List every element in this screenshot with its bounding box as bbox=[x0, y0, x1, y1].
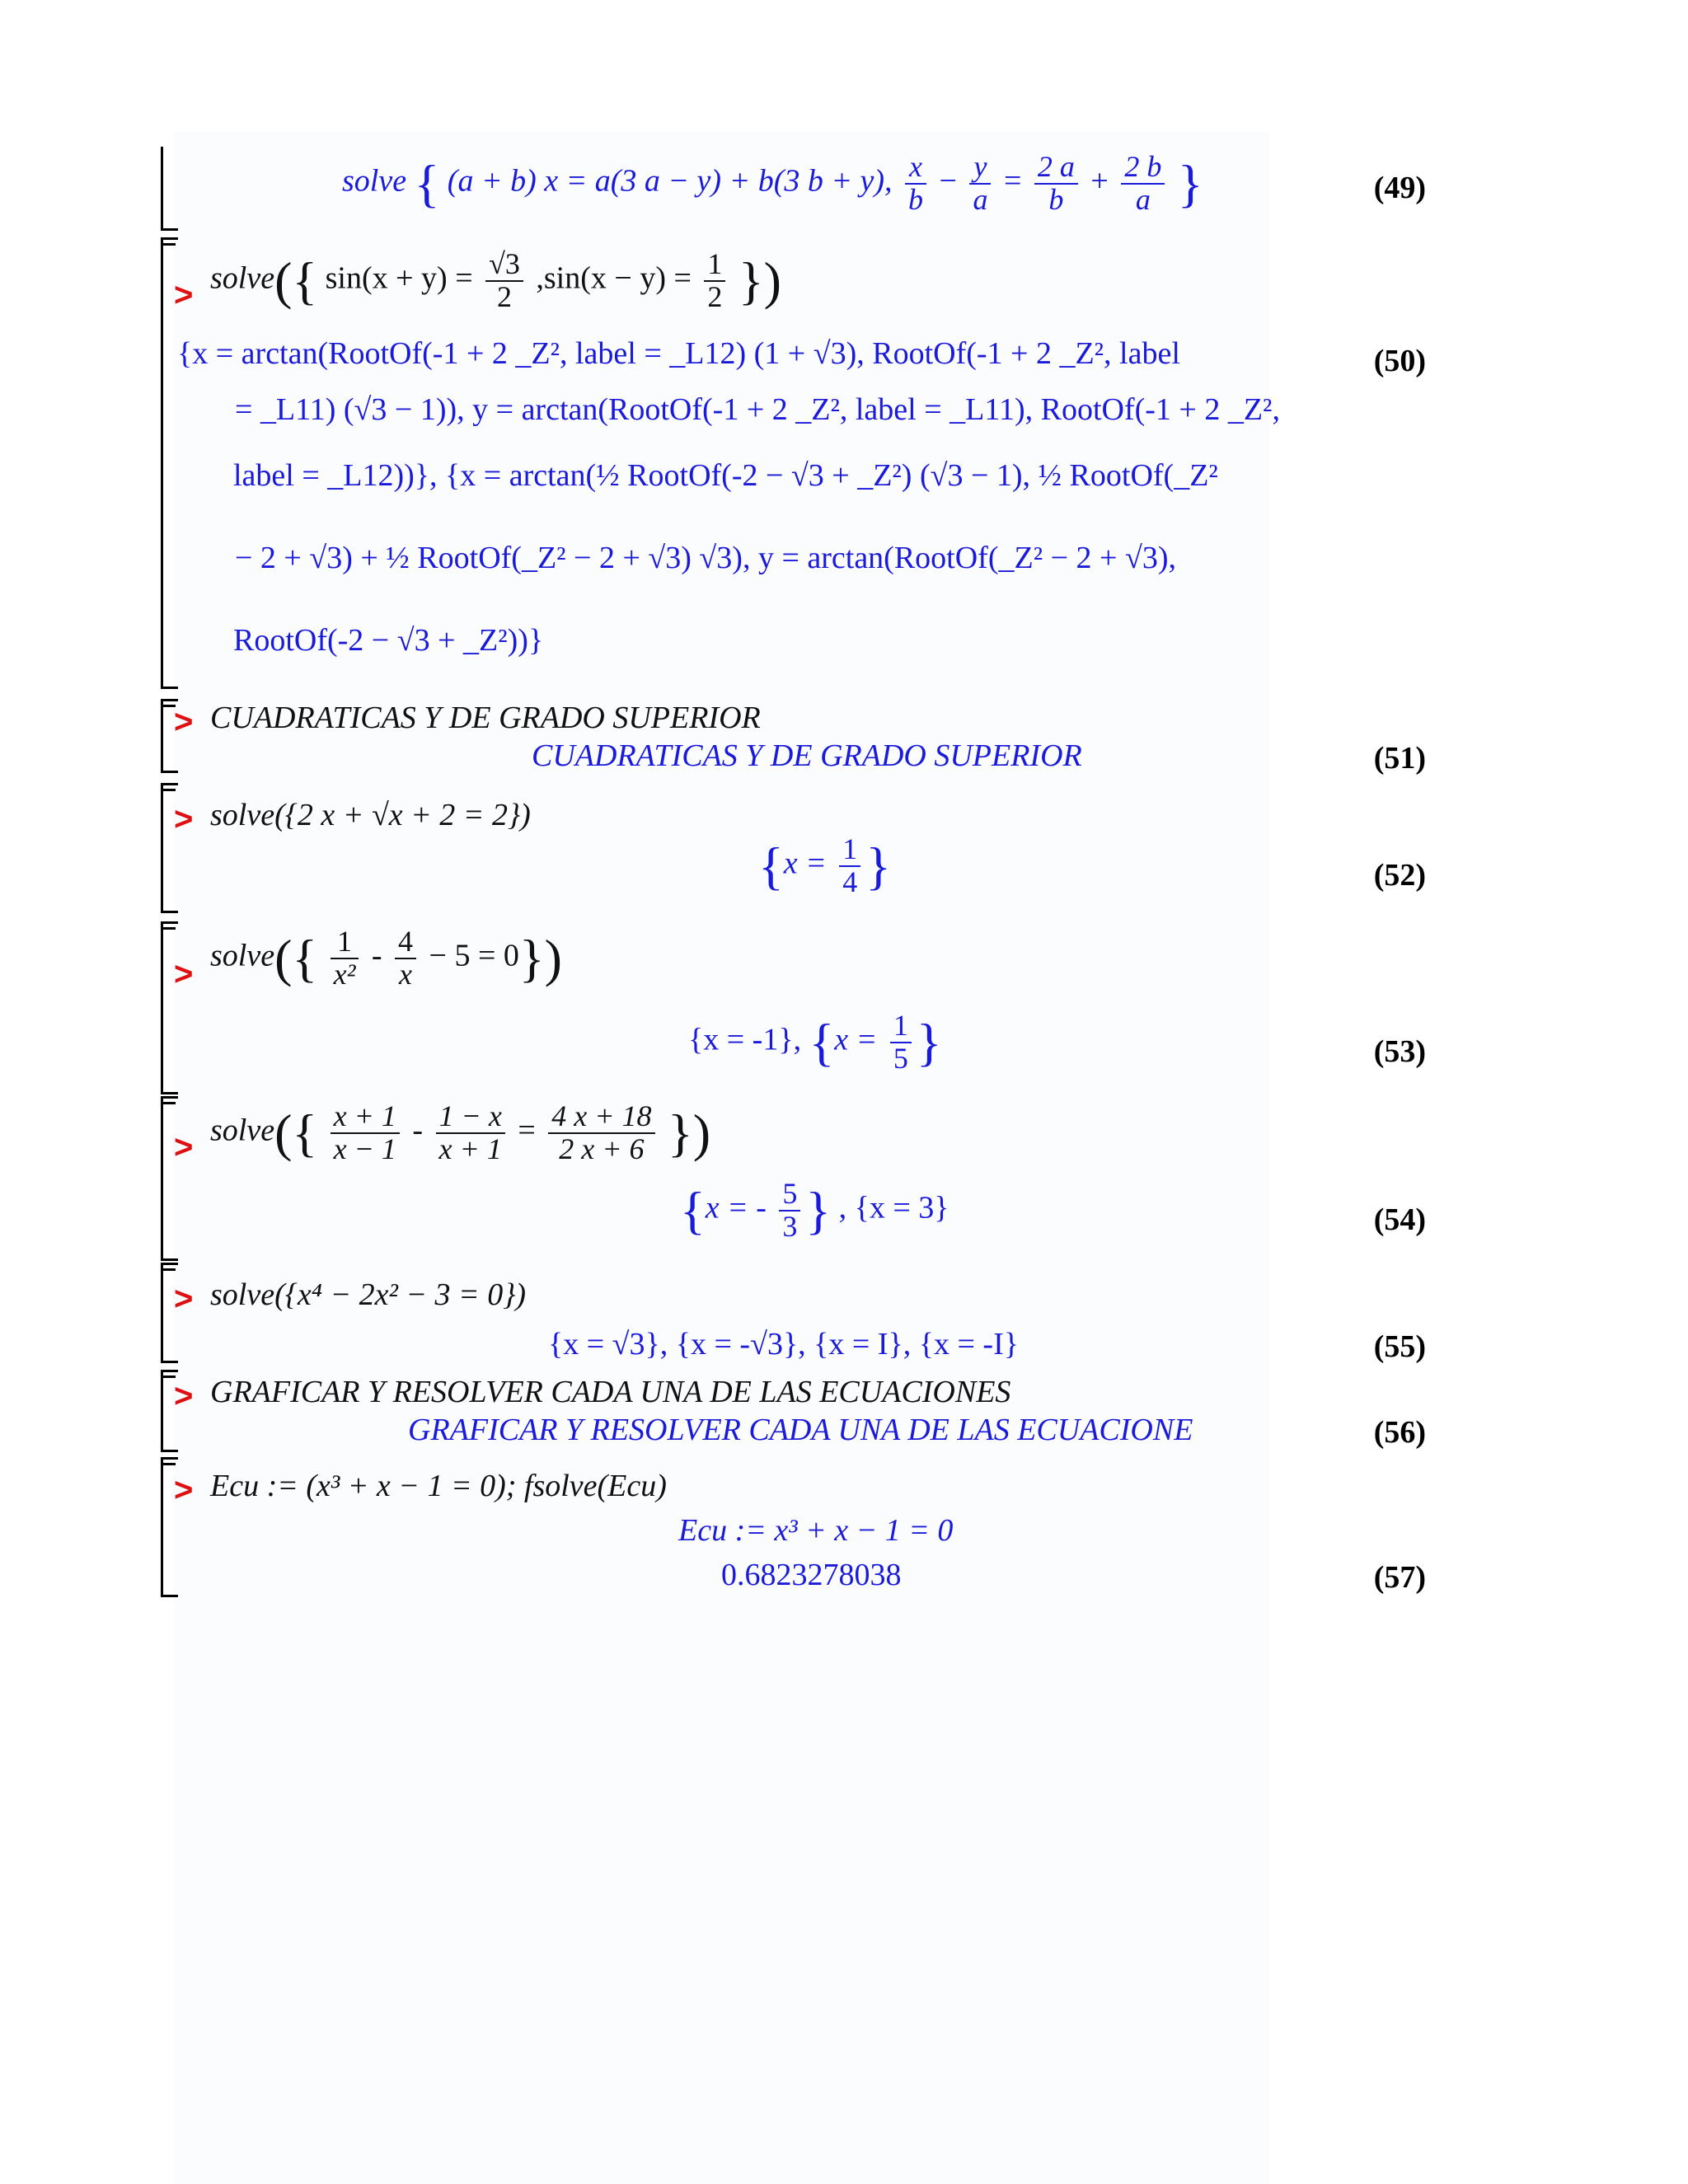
output-line-5[interactable]: RootOf(-2 − √3 + _Z²))} bbox=[233, 623, 544, 658]
equation-label: (52) bbox=[1373, 858, 1426, 893]
equation-label: (57) bbox=[1373, 1560, 1426, 1595]
output-52[interactable]: {x = $\frac{1}{4}$ } bbox=[758, 832, 891, 898]
output-line-1[interactable]: {x = arctan(RootOf(-1 + 2 _Z², label = _L12) (1 + √3), RootOf(-1 + 2 _Z², label bbox=[177, 336, 1180, 371]
equation-label: (53) bbox=[1373, 1034, 1426, 1069]
input-prompt: > bbox=[174, 956, 194, 992]
output-line-3[interactable]: label = _L12))}, {x = arctan(½ RootOf(-2 − √3 + _Z²) (√3 − 1), ½ RootOf(_Z² bbox=[233, 458, 1218, 493]
input-55[interactable]: solve({x⁴ − 2x² − 3 = 0}) bbox=[210, 1277, 527, 1312]
equation-2: ,sin(x − y) = bbox=[536, 260, 692, 296]
input-53[interactable]: solve({ $\frac{1}{\text{x²}}$ - $\frac{4}{x}$ − 5 = 0}) bbox=[210, 925, 562, 991]
output-line-4[interactable]: − 2 + √3) + ½ RootOf(_Z² − 2 + √3) √3), y = arctan(RootOf(_Z² − 2 + √3), bbox=[235, 541, 1176, 575]
text-input[interactable]: GRAFICAR Y RESOLVER CADA UNA DE LAS ECUACIONES bbox=[210, 1375, 1011, 1409]
execution-group-55 bbox=[161, 1263, 1562, 1363]
equation-1: sin(x + y) = bbox=[325, 260, 473, 296]
fraction: $\frac{√3}{2}$ bbox=[485, 249, 523, 313]
fraction: $\frac{2 a}{b}$ bbox=[1034, 152, 1078, 216]
fraction: $\frac{1}{\text{x²}}$ bbox=[331, 926, 359, 991]
equation-label: (55) bbox=[1373, 1329, 1426, 1364]
fraction: $\frac{5}{3}$ bbox=[779, 1179, 800, 1243]
input-54[interactable]: solve({ $\frac{x + 1}{x - 1}$ - $\frac{1 - x}{x + 1}$ = $\frac{4 x + 18}{2 x + 6}$ }) bbox=[210, 1099, 711, 1165]
group-bracket[interactable] bbox=[161, 1096, 178, 1261]
equation-label: (56) bbox=[1373, 1415, 1426, 1450]
fraction: $\frac{1}{2}$ bbox=[704, 249, 725, 313]
input-prompt: > bbox=[174, 1378, 194, 1414]
fraction: $\frac{x}{b}$ bbox=[905, 152, 926, 216]
input-prompt: > bbox=[174, 1281, 194, 1317]
input-prompt: > bbox=[174, 704, 194, 740]
output-49[interactable]: solve { (a + b) x = a(3 a − y) + b(3 b + y), $\frac{x}{b}$ − $\frac{y}{a}$ = $\frac{2 a}{b}$ + $\frac{2 b}{a}$ } bbox=[342, 150, 1203, 216]
assignment-output[interactable]: Ecu := x³ + x − 1 = 0 bbox=[678, 1513, 954, 1548]
input-prompt: > bbox=[174, 801, 194, 837]
equation-label: (51) bbox=[1373, 741, 1426, 776]
input-prompt: > bbox=[174, 277, 194, 313]
input-50[interactable]: solve({ sin(x + y) = $\frac{√3}{2}$ ,sin(x − y) = $\frac{1}{2}$ }) bbox=[210, 247, 781, 313]
text-input[interactable]: CUADRATICAS Y DE GRADO SUPERIOR bbox=[210, 701, 761, 735]
output-55[interactable]: {x = √3}, {x = -√3}, {x = I}, {x = -I} bbox=[548, 1327, 1019, 1361]
input-52[interactable]: solve({2 x + √x + 2 = 2}) bbox=[210, 798, 531, 832]
input-prompt: > bbox=[174, 1129, 194, 1165]
fraction: $\frac{1}{5}$ bbox=[890, 1010, 912, 1075]
fsolve-result[interactable]: 0.6823278038 bbox=[721, 1558, 902, 1592]
execution-group-50 bbox=[161, 237, 1562, 689]
input-57[interactable]: Ecu := (x³ + x − 1 = 0); fsolve(Ecu) bbox=[210, 1469, 667, 1503]
group-bracket[interactable] bbox=[161, 147, 178, 231]
text-output[interactable]: CUADRATICAS Y DE GRADO SUPERIOR bbox=[532, 738, 1082, 773]
fraction: $\frac{4}{x}$ bbox=[395, 926, 416, 991]
solve-call: solve bbox=[342, 163, 407, 199]
text-output[interactable]: GRAFICAR Y RESOLVER CADA UNA DE LAS ECUACIONE bbox=[408, 1413, 1193, 1447]
output-53[interactable]: {x = -1}, {x = $\frac{1}{5}$ } bbox=[688, 1009, 942, 1075]
execution-group-49 bbox=[161, 147, 1562, 231]
fraction: $\frac{4 x + 18}{2 x + 6}$ bbox=[548, 1101, 654, 1165]
output-line-2[interactable]: = _L11) (√3 − 1)), y = arctan(RootOf(-1 + 2 _Z², label = _L11), RootOf(-1 + 2 _Z², bbox=[235, 392, 1280, 427]
equation-label: (50) bbox=[1373, 344, 1426, 378]
fraction: $\frac{1 - x}{x + 1}$ bbox=[436, 1101, 505, 1165]
fraction: $\frac{y}{a}$ bbox=[969, 152, 991, 216]
fraction: $\frac{1}{4}$ bbox=[839, 834, 860, 898]
execution-group-51 bbox=[161, 699, 1562, 776]
group-bracket[interactable] bbox=[161, 921, 178, 1094]
execution-group-56 bbox=[161, 1370, 1562, 1452]
input-prompt: > bbox=[174, 1472, 194, 1508]
execution-group-57 bbox=[161, 1457, 1562, 1597]
output-54[interactable]: {x = - $\frac{5}{3}$ } , {x = 3} bbox=[680, 1177, 950, 1243]
solve-call: solve bbox=[210, 260, 275, 296]
execution-group-53 bbox=[161, 921, 1562, 1094]
fraction: $\frac{2 b}{a}$ bbox=[1121, 152, 1165, 216]
execution-group-52 bbox=[161, 783, 1562, 913]
equation-label: (49) bbox=[1373, 171, 1426, 205]
equation-1: (a + b) x = a(3 a − y) + b(3 b + y), bbox=[447, 163, 893, 199]
execution-group-54 bbox=[161, 1096, 1562, 1261]
fraction: $\frac{x + 1}{x - 1}$ bbox=[331, 1101, 400, 1165]
equation-label: (54) bbox=[1373, 1202, 1426, 1237]
